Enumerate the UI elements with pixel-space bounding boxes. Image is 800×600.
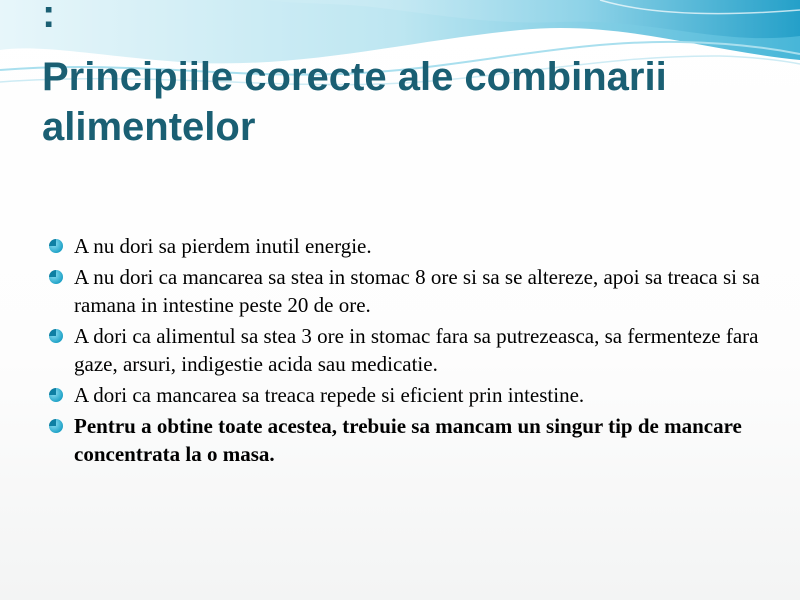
slide-title: Principiile corecte ale combinarii alimentelor [42, 55, 667, 149]
bullet-text: Pentru a obtine toate acestea, trebuie sa mancam un singur tip de mancare concentrata la o masa. [74, 414, 742, 466]
bullet-text: A nu dori ca mancarea sa stea in stomac 8 ore si sa se altereze, apoi sa treaca si sa ramana in intestine peste 20 de ore. [74, 265, 760, 317]
bullet-item [48, 381, 768, 409]
bullet-text: A dori ca mancarea sa treaca repede si eficient prin intestine. [74, 383, 585, 407]
bullet-circle-icon [48, 238, 64, 254]
bullet-item [48, 322, 768, 378]
bullet-circle-icon [48, 269, 64, 285]
bullet-circle-icon [48, 418, 64, 434]
bullet-circle-icon [48, 387, 64, 403]
bullet-item [48, 232, 768, 260]
bullet-item-emphasis [48, 412, 768, 468]
bullet-circle-icon [48, 328, 64, 344]
bullet-list [48, 232, 768, 471]
title-prefix: : [42, 0, 56, 36]
bullet-text: A nu dori sa pierdem inutil energie. [74, 234, 372, 258]
bullet-item [48, 263, 768, 319]
bullet-text: A dori ca alimentul sa stea 3 ore in stomac fara sa putrezeasca, sa fermenteze fara gaze, arsuri, indigestie acida sau medicatie. [74, 324, 759, 376]
